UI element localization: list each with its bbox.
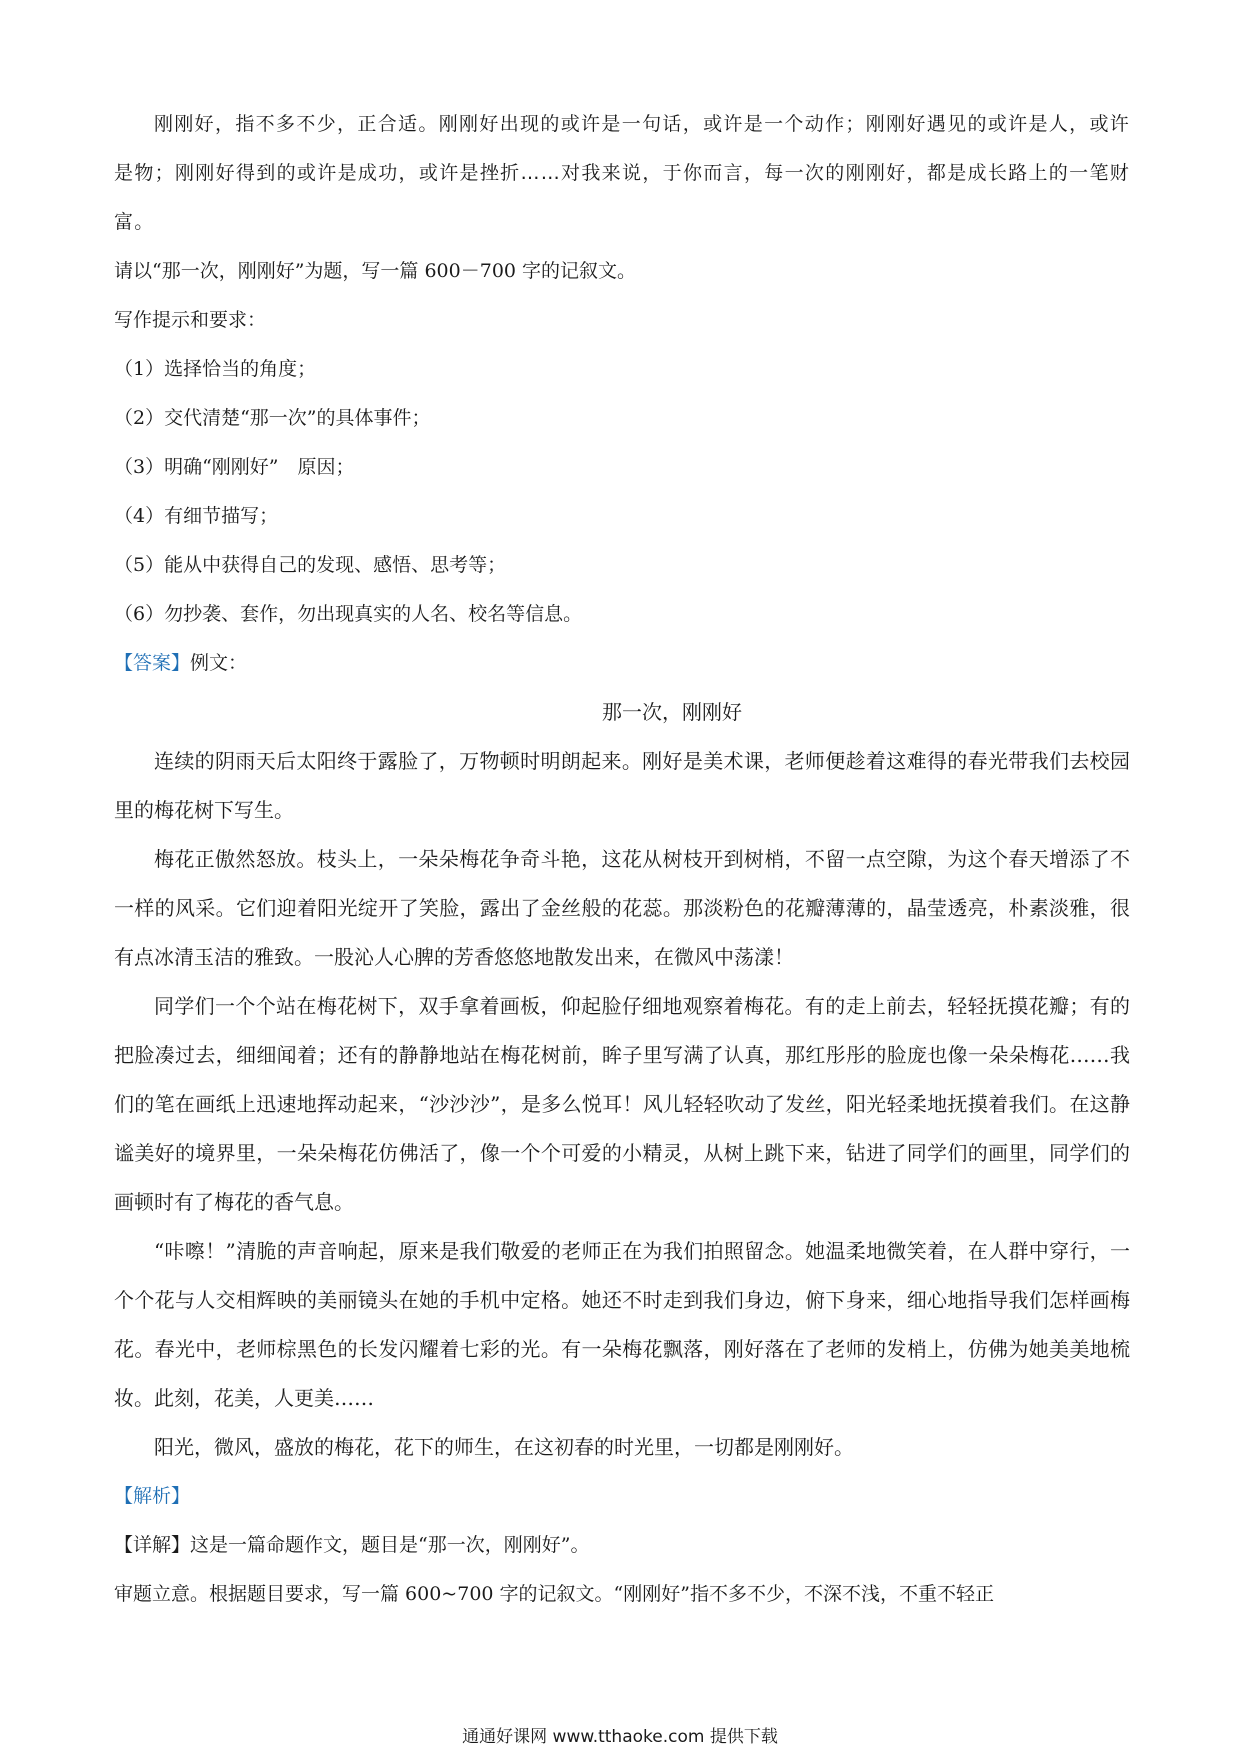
requirement-item: （2）交代清楚“那一次”的具体事件；: [114, 407, 431, 429]
requirements-heading: 写作提示和要求：: [114, 309, 267, 331]
analysis-tag: 【解析】: [114, 1485, 191, 1507]
prompt-task: 请以“那一次，刚刚好”为题，写一篇 600－700 字的记叙文。: [114, 260, 637, 282]
requirement-item: （6）勿抄袭、套作，勿出现真实的人名、校名等信息。: [114, 603, 583, 625]
essay-paragraph: 同学们一个个站在梅花树下，双手拿着画板，仰起脸仔细地观察着梅花。有的走上前去，轻轻抚摸花瓣；有的把脸凑过去，细细闻着；还有的静静地站在梅花树前，眸子里写满了认真，那红彤彤的脸庞也像一朵朵梅花……我们的笔在画纸上迅速地挥动起来，“沙沙沙”，是多么悦耳！风儿轻轻吹动了发丝，阳光轻柔地抚摸着我们。在这静谧美好的境界里，一朵朵梅花仿佛活了，像一个个可爱的小精灵，从树上跳下来，钻进了同学们的画里，同学们的画顿时有了梅花的香气息。: [114, 994, 1130, 1214]
detail-tag: 【详解】: [114, 1534, 191, 1556]
analysis-review: 审题立意。根据题目要求，写一篇 600~700 字的记叙文。“刚刚好”指不多不少，不深不浅，不重不轻正: [114, 1583, 994, 1605]
essay-paragraph: 梅花正傲然怒放。枝头上，一朵朵梅花争奇斗艳，这花从树枝开到树梢，不留一点空隙，为这个春天增添了不一样的风采。它们迎着阳光绽开了笑脸，露出了金丝般的花蕊。那淡粉色的花瓣薄薄的，晶莹透亮，朴素淡雅，很有点冰清玉洁的雅致。一股沁人心脾的芳香悠悠地散发出来，在微风中荡漾！: [114, 847, 1130, 969]
essay-paragraph: “咔嚓！”清脆的声音响起，原来是我们敬爱的老师正在为我们拍照留念。她温柔地微笑着，在人群中穿行，一个个花与人交相辉映的美丽镜头在她的手机中定格。她还不时走到我们身边，俯下身来，细心地指导我们怎样画梅花。春光中，老师棕黑色的长发闪耀着七彩的光。有一朵梅花飘落，刚好落在了老师的发梢上，仿佛为她美美地梳妆。此刻，花美，人更美……: [114, 1239, 1130, 1410]
document-body: [114, 100, 1130, 1619]
prompt-intro: 刚刚好，指不多不少，正合适。刚刚好出现的或许是一句话，或许是一个动作；刚刚好遇见的或许是人，或许是物；刚刚好得到的或许是成功，或许是挫折……对我来说，于你而言，每一次的刚刚好，都是成长路上的一笔财富。: [114, 113, 1130, 233]
detail-text: 这是一篇命题作文，题目是“那一次，刚刚好”。: [190, 1534, 590, 1556]
answer-label: 例文：: [190, 652, 248, 674]
answer-heading: [114, 639, 1130, 688]
requirement-item: （5）能从中获得自己的发现、感悟、思考等；: [114, 554, 507, 576]
requirement-item: （1）选择恰当的角度；: [114, 358, 317, 380]
requirement-item: （4）有细节描写；: [114, 505, 279, 527]
essay-title: 那一次，刚刚好: [602, 700, 742, 724]
essay-paragraph: 连续的阴雨天后太阳终于露脸了，万物顿时明朗起来。刚好是美术课，老师便趁着这难得的春光带我们去校园里的梅花树下写生。: [114, 749, 1130, 822]
answer-tag: 【答案】: [114, 652, 191, 674]
essay-paragraph: 阳光，微风，盛放的梅花，花下的师生，在这初春的时光里，一切都是刚刚好。: [154, 1435, 854, 1459]
analysis-detail: [114, 1521, 1130, 1570]
page-footer: 通通好课网 www.tthaoke.com 提供下载: [462, 1727, 778, 1747]
requirement-item: （3）明确“刚刚好” 原因；: [114, 456, 355, 478]
analysis-heading: [114, 1472, 1130, 1521]
